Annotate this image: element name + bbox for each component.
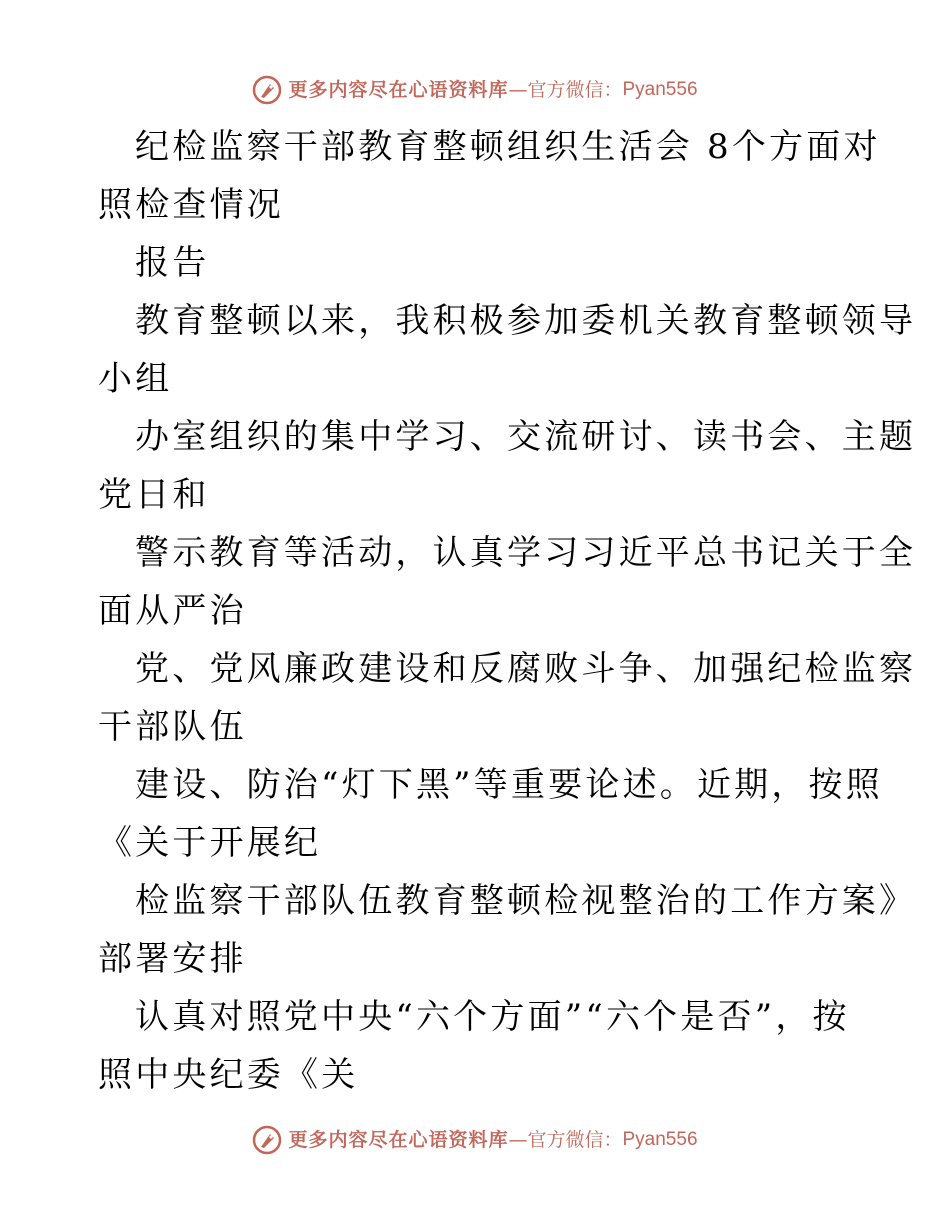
pen-nib-circle-icon: [252, 1125, 282, 1155]
paragraph-line: 干部队伍: [98, 707, 247, 747]
footer-separator: —: [508, 1129, 528, 1151]
paragraph-line: 照中央纪委《关: [98, 1055, 359, 1095]
paragraph-line: 报告: [135, 243, 210, 283]
paragraph-line: 照检查情况: [98, 185, 284, 225]
footer-wechat-label: 官方微信：: [527, 1129, 623, 1151]
header-banner: [0, 70, 950, 110]
paragraph-line: 办室组织的集中学习、交流研讨、读书会、主题: [135, 417, 917, 457]
footer-banner: [0, 1120, 950, 1160]
paragraph-line: 纪检监察干部教育整顿组织生活会 8个方面对: [135, 127, 881, 167]
footer-site-name: 更多内容尽在心语资料库: [288, 1129, 509, 1151]
paragraph-line: 党日和: [98, 475, 210, 515]
header-wechat-label: 官方微信：: [527, 79, 623, 101]
paragraph-line: 检监察干部队伍教育整顿检视整治的工作方案》: [135, 881, 917, 921]
paragraph-line: 小组: [98, 359, 173, 399]
footer-wechat-id: Pyan556: [622, 1129, 698, 1150]
document-body: [98, 118, 917, 1104]
paragraph-line: 党、党风廉政建设和反腐败斗争、加强纪检监察: [135, 649, 917, 689]
paragraph-line: 认真对照党中央“六个方面”“六个是否”，按: [135, 997, 850, 1037]
header-separator: —: [508, 79, 528, 101]
paragraph-line: 《关于开展纪: [98, 823, 322, 863]
header-site-name: 更多内容尽在心语资料库: [288, 79, 509, 101]
paragraph-line: 面从严治: [98, 591, 247, 631]
header-wechat-id: Pyan556: [622, 79, 698, 100]
pen-nib-circle-icon: [252, 75, 282, 105]
paragraph-line: 警示教育等活动，认真学习习近平总书记关于全: [135, 533, 917, 573]
paragraph-line: 部署安排: [98, 939, 247, 979]
paragraph-line: 教育整顿以来，我积极参加委机关教育整顿领导: [135, 301, 917, 341]
paragraph-line: 建设、防治“灯下黑”等重要论述。近期，按照: [135, 765, 883, 805]
